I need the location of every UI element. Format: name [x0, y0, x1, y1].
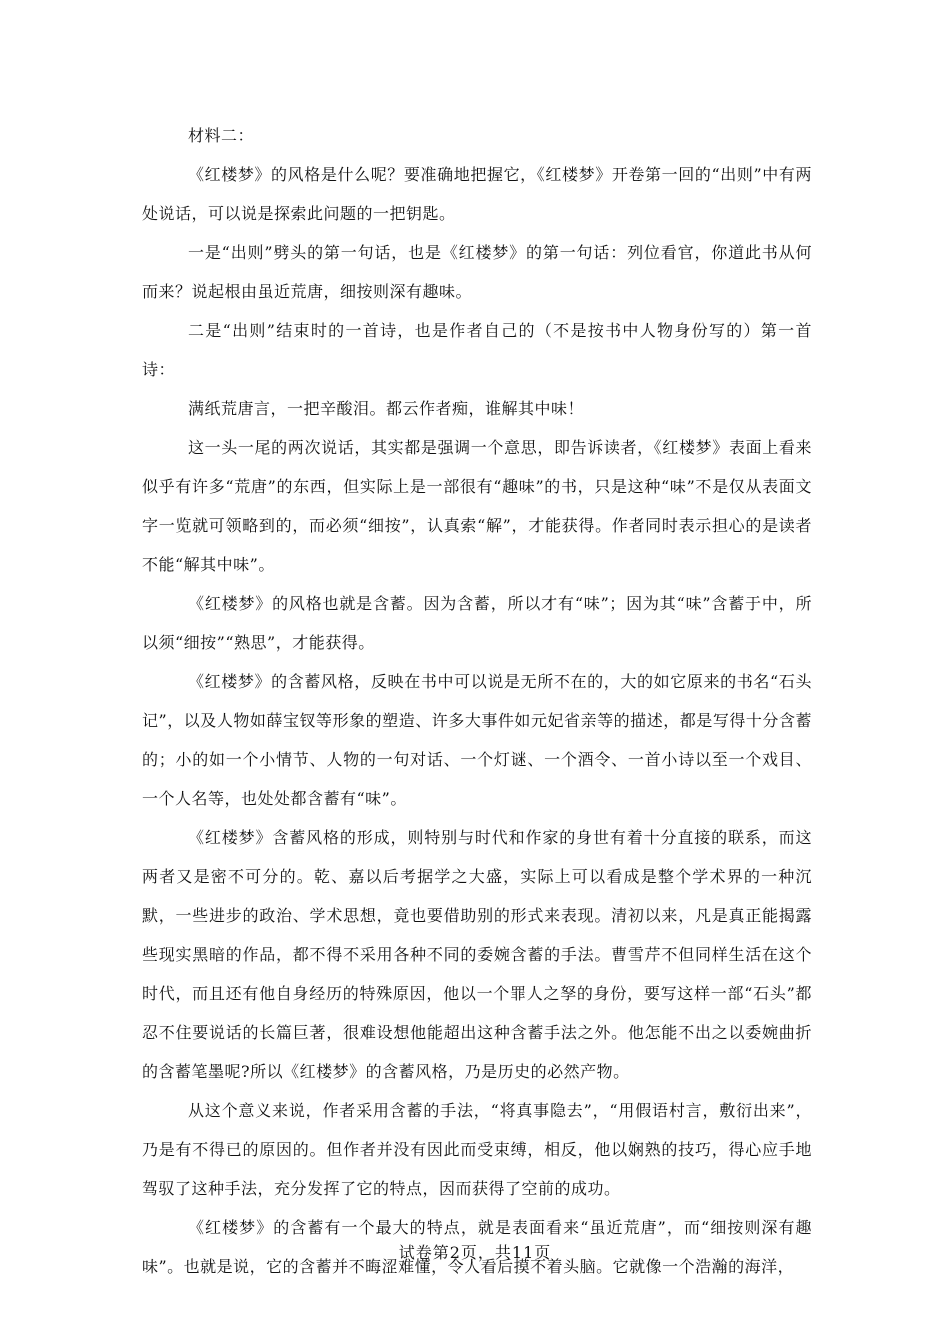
paragraph-8: 《红楼梦》含蓄风格的形成，则特别与时代和作家的身世有着十分直接的联系，而这两者又是密不可分的。乾、嘉以后考据学之大盛，实际上可以看成是整个学术界的一种沉默，一些进步的政治、学术思想，竟也要借助别的形式来表现。清初以来，凡是真正能揭露些现实黑暗的作品，都不得不采用各种不同的委婉含蓄的手法。曹雪芹不但同样生活在这个时代，而且还有他自身经历的特殊原因，他以一个罪人之孥的身份，要写这样一部“石头”都忍不住要说话的长篇巨著，很难设想他能超出这种含蓄手法之外。他怎能不出之以委婉曲折的含蓄笔墨呢?所以《红楼梦》的含蓄风格，乃是历史的必然产物。 [142, 828, 812, 1081]
paragraph-9: 从这个意义来说，作者采用含蓄的手法，“将真事隐去”，“用假语村言，敷衍出来”，乃是有不得已的原因的。但作者并没有因此而受束缚，相反，他以娴熟的技巧，得心应手地驾驭了这种手法，充分发挥了它的特点，因而获得了空前的成功。 [142, 1101, 812, 1198]
paragraph-5: 这一头一尾的两次说话，其实都是强调一个意思，即告诉读者，《红楼梦》表面上看来似乎有许多“荒唐”的东西，但实际上是一部很有“趣味”的书，只是这种“味”不是仅从表面文字一览就可领略到的，而必须“细按”，认真索“解”，才能获得。作者同时表示担心的是读者不能“解其中味”。 [142, 438, 812, 574]
paragraph-1: 《红楼梦》的风格是什么呢？要准确地把握它，《红楼梦》开卷第一回的“出则”中有两处说话，可以说是探索此问题的一把钥匙。 [142, 165, 812, 223]
reading-material [142, 116, 812, 1286]
paragraph-3: 二是“出则”结束时的一首诗，也是作者自己的（不是按书中人物身份写的）第一首诗： [142, 321, 812, 379]
page-footer: 试卷第2页，共11页 [398, 1243, 552, 1262]
paragraph-7: 《红楼梦》的含蓄风格，反映在书中可以说是无所不在的，大的如它原来的书名“石头记”，以及人物如薛宝钗等形象的塑造、许多大事件如元妃省亲等的描述，都是写得十分含蓄的；小的如一个小情节、人物的一句对话、一个灯谜、一个酒令、一首小诗以至一个戏目、一个人名等，也处处都含蓄有“味”。 [142, 672, 812, 808]
poem-line: 满纸荒唐言，一把辛酸泪。都云作者痴，谁解其中味！ [188, 399, 585, 418]
section-title: 材料二： [188, 126, 255, 145]
paragraph-2: 一是“出则”劈头的第一句话，也是《红楼梦》的第一句话：列位看官，你道此书从何而来？说起根由虽近荒唐，细按则深有趣味。 [142, 243, 812, 301]
paragraph-6: 《红楼梦》的风格也就是含蓄。因为含蓄，所以才有“味”；因为其“味”含蓄于中，所以须“细按”“熟思”，才能获得。 [142, 594, 812, 652]
paragraph-10: 《红楼梦》的含蓄有一个最大的特点，就是表面看来“虽近荒唐”，而“细按则深有趣味”。也就是说，它的含蓄并不晦涩难懂，令人看后摸不着头脑。它就像一个浩瀚的海洋， [142, 1218, 812, 1276]
